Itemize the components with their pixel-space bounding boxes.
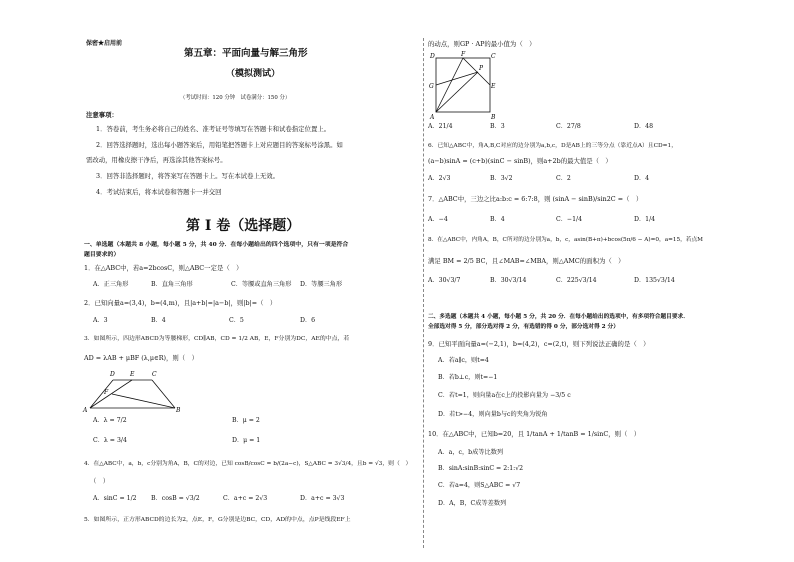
square-figure [424, 50, 500, 120]
q1-option-b: B．直角三角形 [151, 281, 193, 288]
q7-option-c: C．−1/4 [556, 216, 583, 223]
q2-stem: 2．已知向量a=(3,4)，b=(4,m)，且|a+b|=|a−b|，则|b|=（ ） [84, 299, 277, 307]
q8-stem: 8．在△ABC中，内角A，B，C所对的边分别为a，b，c，asin(B+π)+bcos(5π/6 − A)=0，a=15，若点M [428, 237, 703, 243]
fig2-label-c: C [491, 53, 496, 60]
q5-option-d: D．48 [634, 123, 654, 130]
note-item: 需改动，用橡皮擦干净后，再选涂其他答案标号。 [86, 156, 227, 164]
q2-option-d: D．6 [300, 317, 316, 324]
q5-option-a: A．21/4 [428, 123, 453, 130]
q8-option-b: B．30√3/14 [490, 277, 527, 284]
fig2-label-d: D [430, 53, 435, 60]
q7-stem: 7．△ABC中，三边之比a:b:c = 6:7:8，则 (sinA − sinB)/sin2C =（ ） [428, 195, 643, 203]
q10-option-c: C．若a=4，则S△ABC = √7 [438, 482, 521, 489]
fig2-label-b: B [491, 114, 496, 120]
fig1-label-a: A [83, 407, 88, 414]
q5-stem-cont: 的动点，则GP · AP的最小值为（ ） [428, 40, 536, 48]
note-item: 3．回答非选择题时，将答案写在答题卡上。写在本试卷上无效。 [96, 172, 280, 180]
fig2-label-f: F [461, 51, 466, 58]
q3-stem: AD = λAB + μBF (λ,μ∈R)，则（ ） [84, 354, 198, 362]
q6-option-a: A．2√3 [428, 175, 451, 182]
q8-option-c: C．225√3/14 [556, 277, 597, 284]
q4-stem: 4．在△ABC中，a，b，c分别为角A，B，C的对边，已知 cosB/cosC = b/(2a−c)，S△ABC = 3√3/4，且b = √3，则（ ） [84, 461, 412, 467]
section2-desc: 二、多选题（本题共 4 小题，每小题 5 分，共 20 分．在每小题给出的选项中，有多项符合题目要求． [428, 314, 689, 320]
fig1-label-d: D [110, 371, 115, 378]
q9-stem: 9．已知平面向量a=(−2,1)，b=(4,2)，c=(2,t)，则下列说法正确的是（ ） [428, 340, 650, 348]
q4-option-a: A．sinC = 1/2 [93, 495, 137, 502]
q3-option-a: A．λ = 7/2 [93, 417, 127, 424]
q5-option-c: C．27/8 [556, 123, 581, 130]
q2-option-c: C．5 [229, 317, 244, 324]
section1-desc: 一、单选题（本题共 8 小题，每小题 5 分，共 40 分．在每小题给出的四个选项中，只有一项是符合 [84, 241, 349, 248]
fig1-label-f: F [104, 389, 109, 396]
fig1-label-c: C [152, 371, 157, 378]
q4-option-c: C．a+c = 2√3 [223, 495, 268, 502]
q1-stem: 1．在△ABC中，若a=2bcosC，则△ABC一定是（ ） [84, 264, 243, 272]
q9-option-a: A．若a∥c，则t=4 [438, 357, 489, 364]
secret-label: 保密★启用前 [86, 40, 123, 47]
note-item: 1．答卷前，考生务必将自己的姓名、准考证号等填写在答题卡和试卷指定位置上。 [96, 125, 331, 133]
fig2-label-g: G [429, 83, 434, 90]
q8-option-d: D．135√3/14 [634, 277, 675, 284]
q10-stem: 10．在△ABC中，已知b=20，且 1/tanA + 1/tanB = 1/sinC，则（ ） [428, 430, 641, 438]
q2-option-b: B．4 [151, 317, 166, 324]
q10-option-b: B．sinA:sinB:sinC = 2:1:√2 [438, 465, 524, 472]
q8-option-a: A．30√3/7 [428, 277, 461, 284]
q1-option-c: C．等腰或直角三角形 [231, 281, 292, 288]
q3-option-c: C．λ = 3/4 [93, 437, 127, 444]
fig2-label-e: E [491, 83, 496, 90]
q6-option-c: C．2 [556, 175, 571, 182]
notes-heading: 注意事项： [86, 111, 118, 119]
fig1-label-b: B [176, 407, 181, 414]
fig2-label-a: A [430, 114, 435, 120]
q9-option-d: D．若t>−4，则向量b与c的夹角为锐角 [438, 411, 548, 418]
note-item: 4．考试结束后，将本试卷和答题卡一并交回 [96, 188, 222, 196]
q6-option-d: D．4 [634, 175, 650, 182]
q3-option-d: D．μ = 1 [232, 437, 261, 444]
q1-option-d: D．等腰三角形 [300, 281, 343, 288]
q8-stem: 满足 BM = 2/5 BC，且∠MAB=∠MBA，则△AMC的面积为（ ） [428, 257, 625, 265]
exam-subtitle: （模拟测试） [226, 69, 281, 79]
q6-stem: 6．已知△ABC中，角A,B,C对应的边分别为a,b,c，D是AB上的三等分点（靠近点A）且CD=1， [428, 143, 678, 149]
q10-option-d: D．A，B，C成等差数列 [438, 500, 507, 507]
fig1-label-e: E [130, 371, 135, 378]
q10-option-a: A．a，c，b成等比数列 [438, 449, 504, 456]
q4-option-b: B．cosB = √3/2 [151, 495, 200, 502]
q4-option-d: D．a+c = 3√3 [300, 495, 345, 502]
section1-desc: 题目要求的） [84, 251, 120, 258]
q7-option-a: A．−4 [428, 216, 448, 223]
note-item: 2．回答选择题时，选出每小题答案后，用铅笔把答题卡上对应题目的答案标号涂黑。如 [96, 141, 343, 149]
q5-option-b: B．3 [490, 123, 505, 130]
trapezoid-figure [82, 366, 182, 414]
q2-option-a: A．3 [93, 317, 108, 324]
q7-option-b: B．4 [490, 216, 505, 223]
fig2-label-p: P [479, 65, 484, 72]
q7-option-d: D．1/4 [634, 216, 656, 223]
q1-option-a: A．正三角形 [93, 281, 129, 288]
q6-option-b: B．3√2 [490, 175, 513, 182]
q3-option-b: B．μ = 2 [232, 417, 260, 424]
q3-stem: 3．如图所示，四边形ABCD为等腰梯形，CD∥AB，CD = 1/2 AB，E，F分别为DC，AE的中点，若 [84, 336, 350, 342]
q9-option-c: C．若t=1，则向量a在c上的投影向量为 −3/5 c [438, 392, 571, 399]
q5-stem: 5．如图所示，正方形ABCD的边长为2，点E，F，G分别是边BC，CD，AD的中点，点P是线段EF上 [84, 517, 351, 523]
section1-title: 第 I 卷（选择题） [186, 218, 301, 234]
exam-title: 第五章：平面向量与解三角形 [184, 48, 308, 59]
q6-stem: (a−b)sinA = (c+b)(sinC − sinB)，则a+2b的最大值是（ ） [428, 157, 612, 165]
exam-meta: （考试时间：120 分钟 试卷满分：150 分） [180, 95, 291, 101]
q9-option-b: B．若b⊥c，则t=−1 [438, 374, 498, 381]
q4-stem: （ ） [90, 477, 110, 485]
section2-desc: 全部选对得 5 分，部分选对得 2 分，有选错的得 0 分，部分选对得 2 分） [428, 324, 619, 330]
